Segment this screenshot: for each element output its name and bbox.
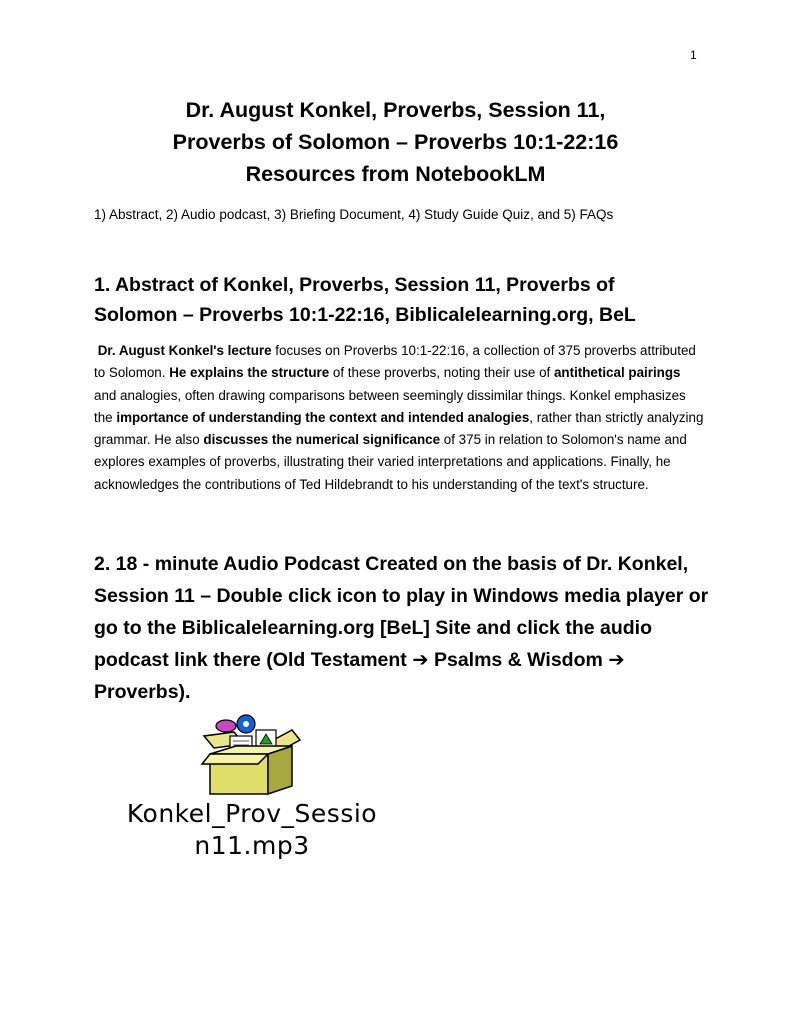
- right-arrow-icon: ➔: [608, 649, 625, 671]
- filename-line-2: n11.mp3: [194, 831, 310, 860]
- abstract-segment: He explains the structure: [169, 365, 330, 381]
- title-line-2: Proverbs of Solomon – Proverbs 10:1-22:16: [172, 130, 619, 154]
- title-line-3: Resources from NotebookLM: [245, 162, 546, 186]
- document-title: [0, 94, 791, 190]
- abstract-heading-line-1: 1. Abstract of Konkel, Proverbs, Session 11, Proverbs of: [94, 274, 615, 296]
- abstract-heading: [94, 270, 724, 330]
- abstract-segment: discusses the numerical significance: [203, 432, 441, 448]
- title-line-1: Dr. August Konkel, Proverbs, Session 11,: [185, 98, 606, 122]
- abstract-segment: importance of understanding the context and intended analogies: [116, 409, 530, 425]
- resources-list: 1) Abstract, 2) Audio podcast, 3) Briefing Document, 4) Study Guide Quiz, and 5) FAQs: [94, 207, 614, 222]
- package-audio-icon-graphic: [200, 710, 310, 795]
- abstract-segment: , rather than strictly analyzing grammar. He also: [94, 409, 704, 448]
- podcast-heading: [94, 548, 714, 708]
- right-arrow-icon: ➔: [412, 649, 429, 671]
- page-number: 1: [690, 48, 697, 62]
- abstract-text: [94, 340, 706, 496]
- filename-line-1: Konkel_Prov_Sessio: [126, 799, 378, 828]
- audio-file-link[interactable]: [97, 798, 407, 862]
- podcast-heading-part-2: Psalms & Wisdom: [428, 649, 609, 671]
- podcast-heading-part-3: Proverbs).: [94, 681, 191, 703]
- abstract-segment: of these proverbs, noting their use of: [329, 365, 554, 381]
- abstract-segment: antithetical pairings: [553, 365, 681, 381]
- abstract-segment: Dr. August Konkel's lecture: [97, 343, 272, 358]
- abstract-heading-line-2: Solomon – Proverbs 10:1-22:16, Biblicalelearning.org, BeL: [94, 304, 636, 326]
- abstract-segment: focuses on Proverbs 10:1-22:16, a collection of 375 proverbs attributed to Solomon.: [94, 343, 696, 381]
- abstract-segment: of 375 in relation to Solomon's name and explores examples of proverbs, illustrating their varied interpretations and applications. Finally, he acknowledges the contributions of Ted Hildebrandt to his understanding of the text's structure.: [94, 432, 687, 492]
- podcast-heading-part-1: 2. 18 - minute Audio Podcast Created on the basis of Dr. Konkel, Session 11 – Double click icon to play in Windows media player or go to the Biblicalelearning.org [BeL] Site and click the audio podcast link there (Old Testament: [94, 553, 709, 671]
- abstract-segment: and analogies, often drawing comparisons between seemingly dissimilar things. Konkel emphasizes the: [94, 387, 686, 425]
- package-audio-icon[interactable]: [200, 710, 310, 795]
